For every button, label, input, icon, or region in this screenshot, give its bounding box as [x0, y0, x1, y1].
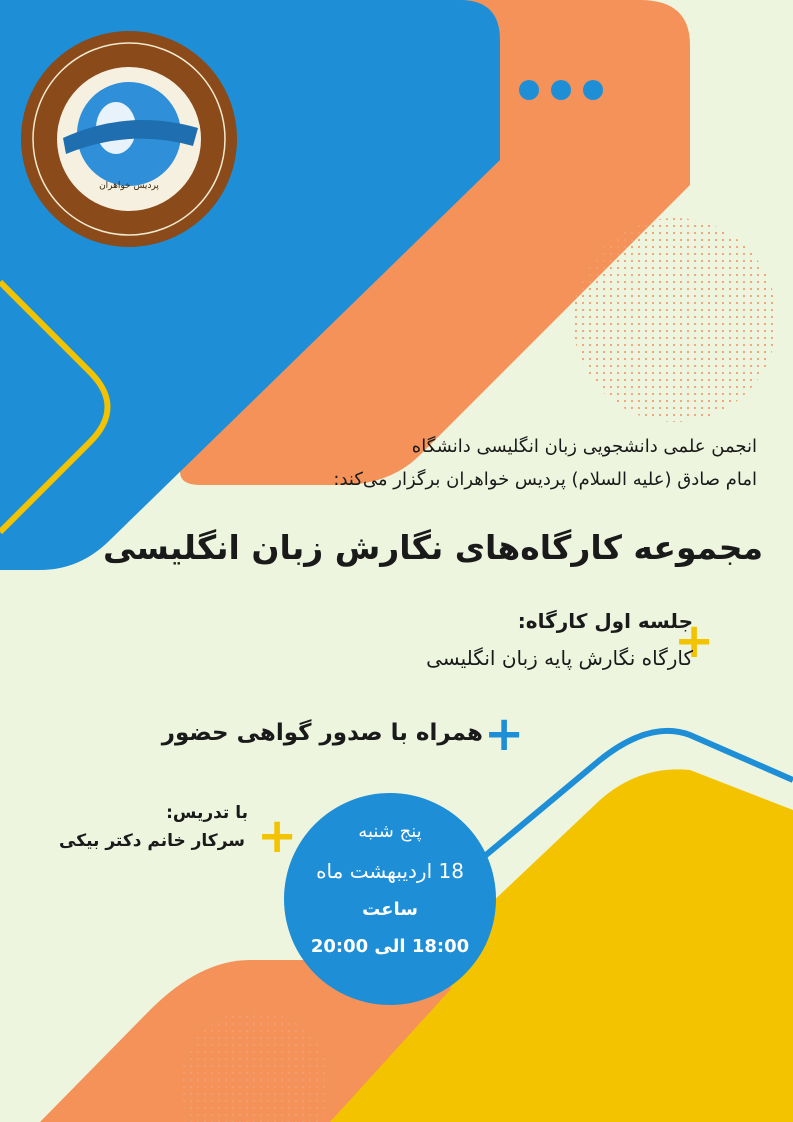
workshop-series-title: مجموعه کارگاه‌های نگارش زبان انگلیسی	[103, 528, 763, 567]
schedule-time-range: 18:00 الی 20:00	[310, 936, 470, 957]
session-heading: جلسه اول کارگاه:	[517, 609, 693, 633]
association-logo	[18, 28, 240, 250]
schedule-day: پنج شنبه	[358, 821, 422, 842]
dots-icon	[519, 80, 539, 100]
plus-icon: +	[257, 808, 298, 864]
schedule-date: 18 اردیبهشت ماه	[316, 859, 464, 883]
svg-text:پردیس خواهران: پردیس خواهران	[99, 181, 159, 191]
session-description: کارگاه نگارش پایه زبان انگلیسی	[426, 646, 693, 670]
teacher-label: با تدریس:	[166, 803, 248, 823]
teacher-name: سرکار خانم دکتر بیکی	[59, 831, 245, 851]
organizer-line-2: امام صادق (علیه السلام) پردیس خواهران برگزار می‌کند:	[333, 469, 757, 490]
schedule-time-label: ساعت	[362, 899, 418, 920]
organizer-line-1: انجمن علمی دانشجویی زبان انگلیسی دانشگاه	[411, 436, 757, 457]
plus-icon: +	[484, 706, 525, 762]
plus-icon: +	[674, 613, 715, 669]
schedule-circle	[284, 793, 496, 1005]
organizer-text	[333, 430, 757, 496]
certificate-note: همراه با صدور گواهی حضور	[161, 720, 483, 746]
